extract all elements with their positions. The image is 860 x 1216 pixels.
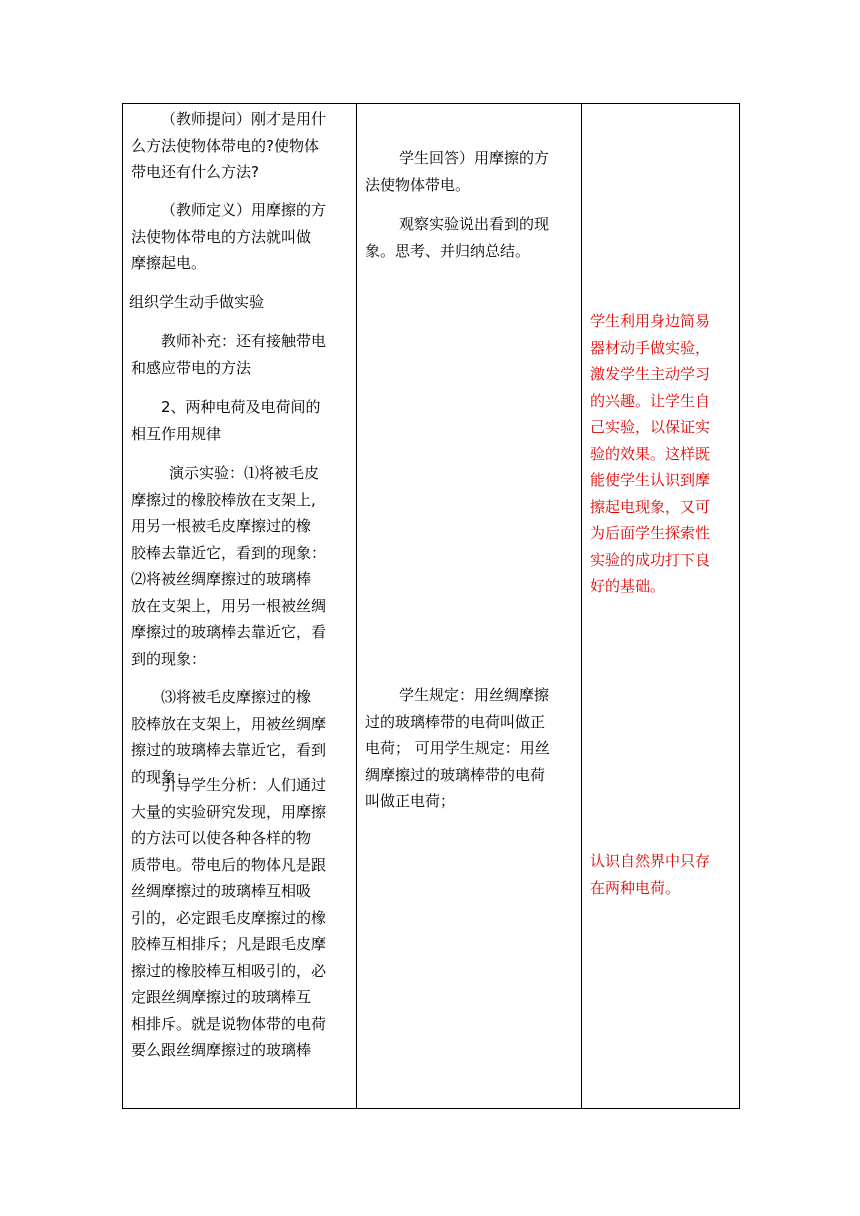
teacher-text-line: 摩擦过的橡胶棒放在支架上, — [131, 490, 316, 509]
student-text-line: 叫做正电荷； — [365, 792, 456, 810]
intent-text-line: 擦起电现象，又可 — [590, 497, 711, 516]
intent-text-line: 验的效果。这样既 — [590, 444, 711, 463]
teacher-text-line: 要么跟丝绸摩擦过的玻璃棒 — [131, 1041, 312, 1059]
teacher-text-line: 定跟丝绸摩擦过的玻璃棒互 — [131, 988, 312, 1006]
teacher-text-line: 2、两种电荷及电荷间的 — [161, 398, 321, 416]
teacher-text-line: 放在支架上，用另一根被丝绸 — [131, 596, 327, 615]
teacher-text-line: 相排斥。就是说物体带的电荷 — [131, 1014, 327, 1033]
teacher-text-line: 擦过的玻璃棒去靠近它，看到 — [131, 741, 327, 759]
intent-text-line: 激发学生主动学习 — [590, 365, 711, 383]
teacher-text-line: 用另一根被毛皮摩擦过的橡 — [131, 517, 312, 535]
teacher-text-line: 的方法可以使各种各样的物 — [131, 829, 312, 847]
teacher-text-line: 么方法使物体带电的?使物体 — [131, 136, 319, 155]
intent-text-line: 学生利用身边简易 — [590, 312, 711, 330]
intent-text-line: 实验的成功打下良 — [590, 550, 711, 569]
teacher-text-line: 引导学生分析：人们通过 — [161, 776, 327, 794]
intent-text-line: 认识自然界中只存 — [590, 852, 711, 870]
student-text-line: 学生规定：用丝绸摩擦 — [399, 686, 550, 704]
lesson-plan-table — [122, 103, 740, 1109]
teacher-text-line: 丝绸摩擦过的玻璃棒互相吸 — [131, 882, 312, 900]
teacher-text-line: 相互作用规律 — [131, 424, 222, 443]
table-row — [123, 104, 740, 1109]
teacher-text-line: （教师提问）刚才是用什 — [161, 110, 327, 128]
teacher-text-line: 擦过的橡胶棒互相吸引的，必 — [131, 961, 327, 980]
teacher-text-line: 大量的实验研究发现，用摩擦 — [131, 802, 327, 821]
teacher-text-line: 教师补充：还有接触带电 — [161, 332, 327, 350]
teacher-text-line: 质带电。带电后的物体凡是跟 — [131, 855, 327, 874]
intent-text-line: 器材动手做实验， — [590, 338, 711, 357]
teacher-text-line: 法使物体带电的方法就叫做 — [131, 227, 312, 246]
student-text-line: 电荷； 可用学生规定：用丝 — [365, 739, 550, 757]
teacher-text-line: 胶棒去靠近它，看到的现象： — [131, 543, 327, 562]
teacher-text-line: 的现象： — [131, 767, 192, 786]
intent-text-line: 的兴趣。让学生自 — [590, 391, 711, 410]
intent-text-line: 好的基础。 — [590, 577, 666, 595]
teacher-text-line: 演示实验：⑴将被毛皮 — [169, 464, 320, 482]
student-activity-column — [357, 104, 582, 1109]
teacher-activity-column — [123, 104, 357, 1109]
student-text-line: 法使物体带电。 — [365, 175, 471, 194]
teacher-text-line: 到的现象： — [131, 649, 207, 668]
teacher-text-line: 摩擦过的玻璃棒去靠近它，看 — [131, 623, 327, 641]
teacher-text-line: 胶棒放在支架上，用被丝绸摩 — [131, 714, 327, 733]
teacher-text-line: 胶棒互相排斥；凡是跟毛皮摩 — [131, 935, 327, 953]
teacher-text-line: ⑶将被毛皮摩擦过的橡 — [161, 688, 312, 706]
teacher-text-line: ⑵将被丝绸摩擦过的玻璃棒 — [131, 570, 312, 588]
intent-text-line: 能使学生认识到摩 — [590, 471, 711, 489]
teacher-text-line: （教师定义）用摩擦的方 — [161, 201, 327, 219]
teacher-text-line: 组织学生动手做实验 — [129, 293, 265, 311]
teacher-text-line: 摩擦起电。 — [131, 254, 207, 272]
teacher-text-line: 带电还有什么方法? — [131, 163, 259, 181]
intent-text-line: 己实验，以保证实 — [590, 418, 711, 436]
student-text-line: 绸摩擦过的玻璃棒带的电荷 — [365, 765, 546, 784]
intent-text-line: 为后面学生探索性 — [590, 524, 711, 542]
design-intent-column — [582, 104, 740, 1109]
student-text-line: 过的玻璃棒带的电荷叫做正 — [365, 712, 546, 731]
intent-text-line: 在两种电荷。 — [590, 878, 681, 897]
student-text-line: 象。思考、并归纳总结。 — [365, 241, 531, 260]
teacher-text-line: 引的，必定跟毛皮摩擦过的橡 — [131, 908, 327, 927]
teacher-text-line: 和感应带电的方法 — [131, 358, 252, 377]
student-text-line: 学生回答）用摩擦的方 — [399, 149, 550, 167]
student-text-line: 观察实验说出看到的现 — [399, 215, 550, 233]
